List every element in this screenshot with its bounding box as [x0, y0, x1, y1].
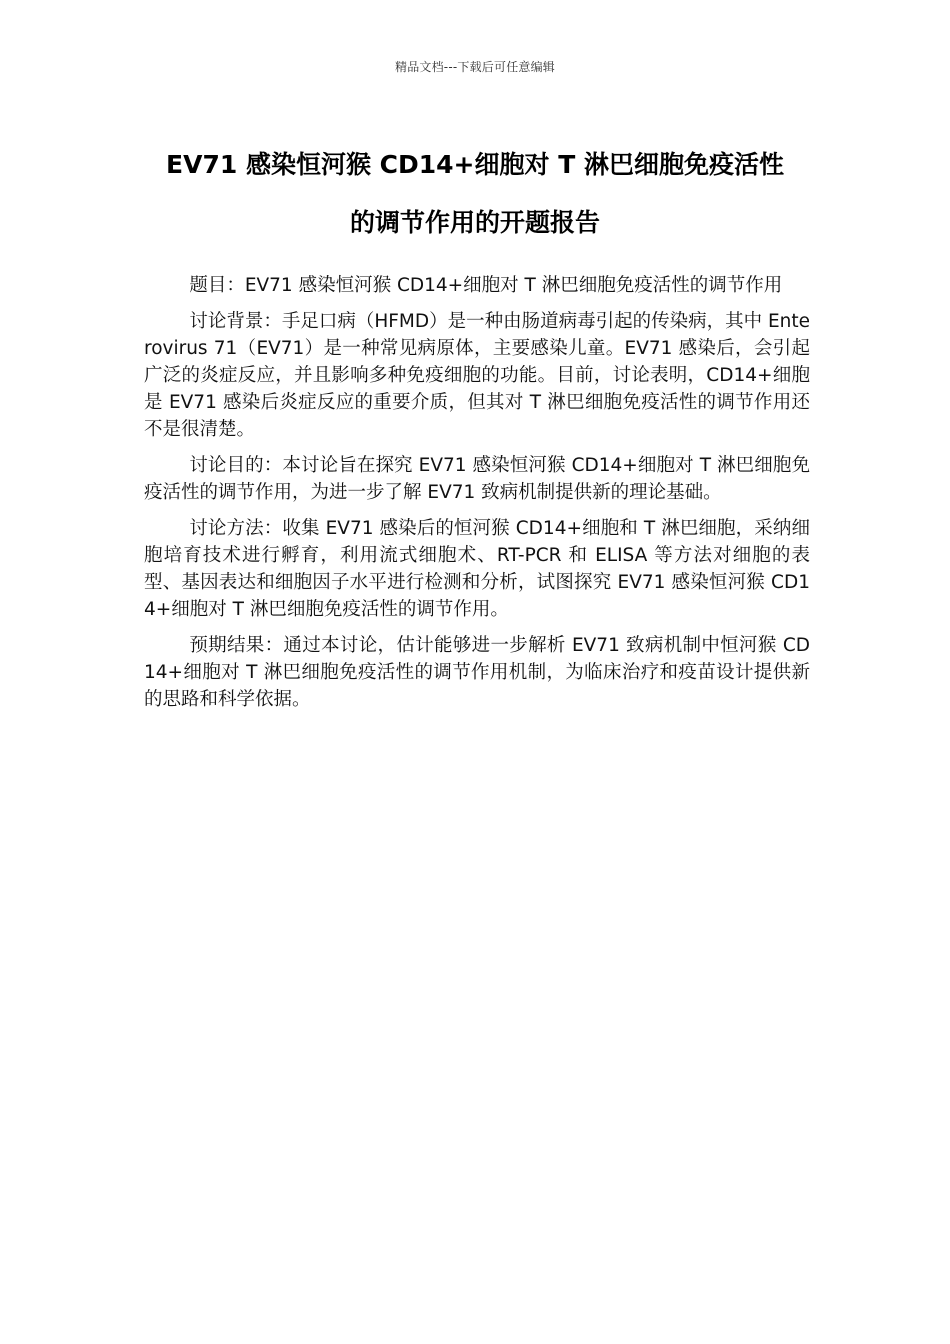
- document-title: [120, 136, 830, 252]
- paragraph-background: 讨论背景：手足口病（HFMD）是一种由肠道病毒引起的传染病，其中 Enterovirus 71（EV71）是一种常见病原体，主要感染儿童。EV71 感染后，会引起广泛的炎症反应，并且影响多种免疫细胞的功能。目前，讨论表明，CD14+细胞是 EV71 感染后炎症反应的重要介质，但其对 T 淋巴细胞免疫活性的调节作用还不是很清楚。: [144, 311, 811, 440]
- header-note: 精品文档---下载后可任意编辑: [395, 60, 555, 74]
- title-line-1: EV71 感染恒河猴 CD14+细胞对 T 淋巴细胞免疫活性: [166, 150, 784, 179]
- paragraph-methods: 讨论方法：收集 EV71 感染后的恒河猴 CD14+细胞和 T 淋巴细胞，采纳细胞培育技术进行孵育，利用流式细胞术、RT-PCR 和 ELISA 等方法对细胞的表型、基因表达和细胞因子水平进行检测和分析，试图探究 EV71 感染恒河猴 CD14+细胞对 T 淋巴细胞免疫活性的调节作用。: [144, 518, 810, 620]
- paragraph-objective: 讨论目的：本讨论旨在探究 EV71 感染恒河猴 CD14+细胞对 T 淋巴细胞免疫活性的调节作用，为进一步了解 EV71 致病机制提供新的理论基础。: [144, 455, 810, 503]
- document-body: [144, 272, 810, 722]
- paragraph-topic: 题目：EV71 感染恒河猴 CD14+细胞对 T 淋巴细胞免疫活性的调节作用: [189, 275, 783, 296]
- paragraph-expected-results: 预期结果：通过本讨论，估计能够进一步解析 EV71 致病机制中恒河猴 CD14+细胞对 T 淋巴细胞免疫活性的调节作用机制，为临床治疗和疫苗设计提供新的思路和科学依据。: [144, 635, 810, 710]
- title-line-2: 的调节作用的开题报告: [349, 208, 600, 237]
